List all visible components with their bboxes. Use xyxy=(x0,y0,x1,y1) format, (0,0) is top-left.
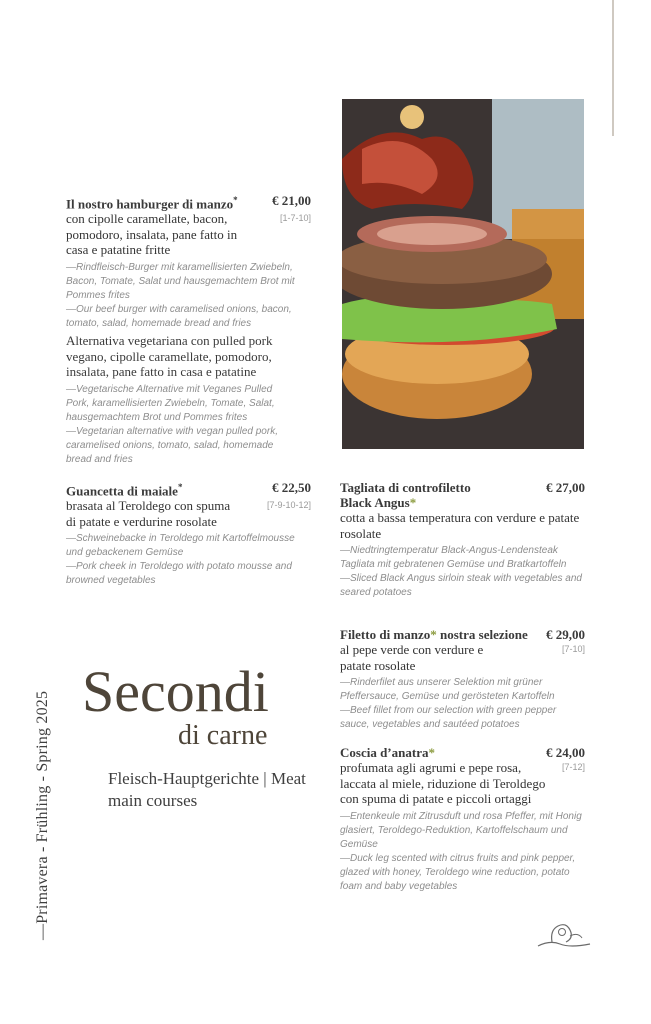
item-name: Tagliata di controfiletto Black Angus* xyxy=(340,480,471,510)
top-divider-line xyxy=(612,0,614,136)
item-description-de: —Entenkeule mit Zitrusduft und rosa Pfeffer, mit Honig glasiert, Teroldego-Reduktion, Kartoffelschaum und Gemüse xyxy=(340,810,582,850)
burger-photo xyxy=(342,99,584,449)
item-description-en: —Our beef burger with caramelised onions, bacon, tomato, salad, homemade bread and fries xyxy=(66,303,292,329)
item-allergens: [7-12] xyxy=(561,762,585,772)
item-price: € 24,00 xyxy=(546,745,585,760)
item-name: Filetto di manzo* nostra selezione xyxy=(340,627,528,642)
item-description-en: —Pork cheek in Teroldego with potato mousse and browned vegetables xyxy=(66,561,292,587)
item-allergens: [7-10] xyxy=(561,644,585,654)
menu-item-filetto xyxy=(340,627,585,732)
item-description-it: profumata agli agrumi e pepe rosa, laccata al miele, riduzione di Teroldego con spuma di patate e piccoli ortaggi xyxy=(340,760,546,806)
item-description-de: —Vegetarische Alternative mit Veganes Pulled Pork, karamellisierten Zwiebeln, Tomate, Salat, hausgemachtem Brot und Pommes frites xyxy=(66,383,275,423)
item-name: Guancetta di maiale* xyxy=(66,482,183,499)
item-price: € 27,00 xyxy=(546,480,585,495)
menu-item-hamburger xyxy=(66,193,311,331)
menu-item-guancetta xyxy=(66,480,311,588)
item-description-it: al pepe verde con verdure e patate rosolate xyxy=(340,642,484,673)
item-description-it: cotta a bassa temperatura con verdure e patate rosolate xyxy=(340,510,580,541)
item-price: € 21,00 xyxy=(272,193,311,208)
item-description-de: —Schweinebacke in Teroldego mit Kartoffelmousse und gebackenem Gemüse xyxy=(66,533,295,559)
restaurant-logo-icon xyxy=(536,918,592,954)
item-name: Alternativa vegetariana con pulled pork vegano, cipolle caramellate, pomodoro, insalata, pane fatto in casa e patatine xyxy=(66,333,273,379)
item-allergens: [7-9-10-12] xyxy=(266,500,311,511)
item-description-en: —Beef fillet from our selection with green pepper sauce, vegetables and sautéed potatoes xyxy=(340,705,557,730)
item-description-en: —Duck leg scented with citrus fruits and pink pepper, glazed with honey, Teroldego wine reduction, potato foam and baby vegetables xyxy=(340,852,576,892)
item-description-en: —Vegetarian alternative with vegan pulled pork, caramelised onions, tomato, salad, homemade bread and fries xyxy=(66,425,278,465)
item-description-it: con cipolle caramellate, bacon, pomodoro, insalata, pane fatto in casa e patatine fritte xyxy=(66,211,238,258)
item-price: € 22,50 xyxy=(272,480,311,495)
season-label: —Primavera - Frühling - Spring 2025 xyxy=(34,690,51,940)
item-name: Coscia d’anatra* xyxy=(340,745,435,760)
menu-item-vegetarian xyxy=(66,333,296,467)
menu-item-tagliata xyxy=(340,480,585,600)
item-allergens: [1-7-10] xyxy=(279,213,311,224)
item-description-en: —Sliced Black Angus sirloin steak with vegetables and seared potatoes xyxy=(340,573,582,598)
section-title: Secondi xyxy=(82,659,269,724)
item-description-it: brasata al Teroldego con spuma di patate e verdurine rosolate xyxy=(66,498,231,529)
item-price: € 29,00 xyxy=(546,627,585,642)
section-subtitle: Fleisch-Hauptgerichte | Meat main courses xyxy=(108,769,306,810)
item-description-de: —Rinderfilet aus unserer Selektion mit grüner Pfeffersauce, Gemüse und gerösteten Kartoffeln xyxy=(340,677,555,702)
item-description-de: —Rindfleisch-Burger mit karamellisierten Zwiebeln, Bacon, Tomate, Salat und hausgemachtem Brot mit Pommes frites xyxy=(66,261,295,301)
item-name: Il nostro hamburger di manzo* xyxy=(66,195,238,212)
section-title-sub: di carne xyxy=(178,720,268,751)
menu-item-anatra xyxy=(340,745,585,894)
item-description-de: —Niedtringtemperatur Black-Angus-Lendensteak Tagliata mit gebratenen Gemüse und Bratkartoffeln xyxy=(340,545,567,570)
